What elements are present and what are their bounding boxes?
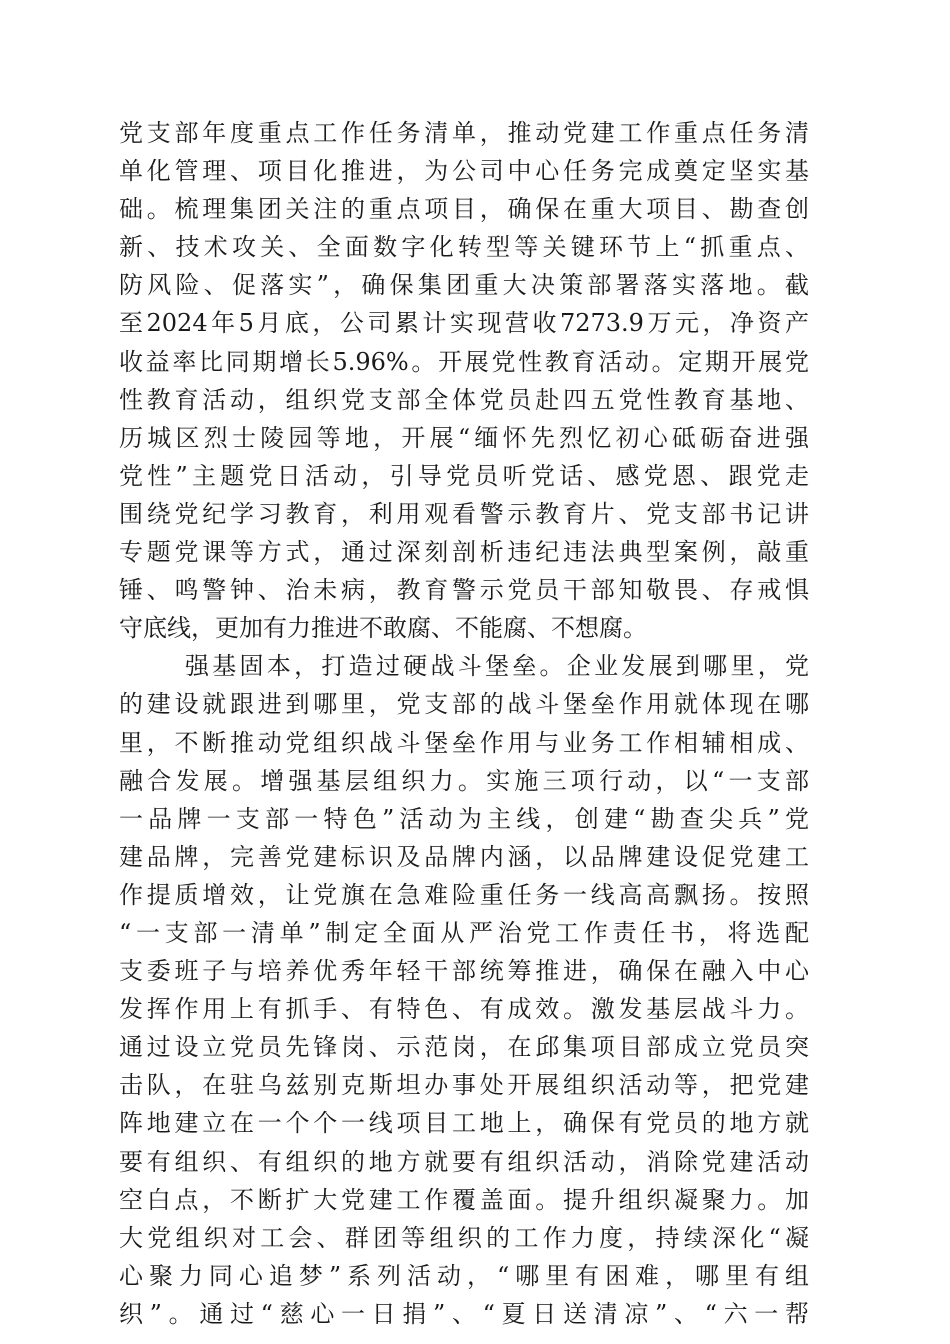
text-line: 历城区烈士陵园等地，开展“缅怀先烈忆初心砥砺奋进强 [119, 423, 809, 452]
text-line: 收益率比同期增长5.96%。开展党性教育活动。定期开展党 [119, 347, 809, 376]
text-line: 击队，在驻乌兹别克斯坦办事处开展组织活动等，把党建 [119, 1071, 809, 1100]
text-line: 性教育活动，组织党支部全体党员赴四五党性教育基地、 [119, 385, 809, 414]
text-line: 要有组织、有组织的地方就要有组织活动，消除党建活动 [119, 1147, 809, 1176]
text-line: 至2024年5月底，公司累计实现营收7273.9万元，净资产 [119, 309, 809, 338]
text-line: 空白点，不断扩大党建工作覆盖面。提升组织凝聚力。加 [119, 1185, 809, 1214]
text-line: 阵地建立在一个个一线项目工地上，确保有党员的地方就 [119, 1109, 809, 1138]
text-line: 单化管理、项目化推进，为公司中心任务完成奠定坚实基 [119, 157, 809, 186]
text-line: 础。梳理集团关注的重点项目，确保在重大项目、勘查创 [119, 195, 809, 224]
paragraph [119, 647, 809, 1333]
text-line: 党支部年度重点工作任务清单，推动党建工作重点任务清 [119, 119, 809, 147]
text-line: 融合发展。增强基层组织力。实施三项行动，以“一支部 [119, 766, 809, 795]
text-line: 心聚力同心追梦”系列活动，“哪里有困难，哪里有组 [119, 1261, 809, 1290]
text-line: 一品牌一支部一特色”活动为主线，创建“勘查尖兵”党 [119, 804, 809, 833]
text-line: 的建设就跟进到哪里，党支部的战斗堡垒作用就体现在哪 [119, 690, 809, 719]
text-line: 发挥作用上有抓手、有特色、有成效。激发基层战斗力。 [119, 995, 809, 1024]
text-line: 织”。通过“慈心一日捐”、“夏日送清凉”、“六一帮 [119, 1299, 809, 1328]
text-line: 支委班子与培养优秀年轻干部统筹推进，确保在融入中心 [119, 957, 809, 986]
text-line: “一支部一清单”制定全面从严治党工作责任书，将选配 [119, 918, 809, 947]
document-body [119, 114, 809, 1333]
text-line: 作提质增效，让党旗在急难险重任务一线高高飘扬。按照 [119, 880, 809, 909]
text-line: 强基固本，打造过硬战斗堡垒。企业发展到哪里，党 [185, 652, 809, 681]
text-line: 里，不断推动党组织战斗堡垒作用与业务工作相辅相成、 [119, 728, 809, 757]
text-line: 建品牌，完善党建标识及品牌内涵，以品牌建设促党建工 [119, 842, 809, 871]
text-line: 通过设立党员先锋岗、示范岗，在邱集项目部成立党员突 [119, 1033, 809, 1062]
text-line: 专题党课等方式，通过深刻剖析违纪违法典型案例，敲重 [119, 538, 809, 567]
text-line: 新、技术攻关、全面数字化转型等关键环节上“抓重点、 [119, 233, 809, 262]
text-line: 大党组织对工会、群团等组织的工作力度，持续深化“凝 [119, 1223, 809, 1252]
paragraph [119, 114, 809, 647]
text-line: 围绕党纪学习教育，利用观看警示教育片、党支部书记讲 [119, 499, 809, 528]
text-line: 党性”主题党日活动，引导党员听党话、感党恩、跟党走 [119, 461, 809, 490]
text-line: 防风险、促落实”，确保集团重大决策部署落实落地。截 [119, 271, 809, 300]
text-line: 锤、鸣警钟、治未病，教育警示党员干部知敬畏、存戒惧 [119, 576, 809, 605]
text-line: 守底线，更加有力推进不敢腐、不能腐、不想腐。 [119, 614, 647, 643]
